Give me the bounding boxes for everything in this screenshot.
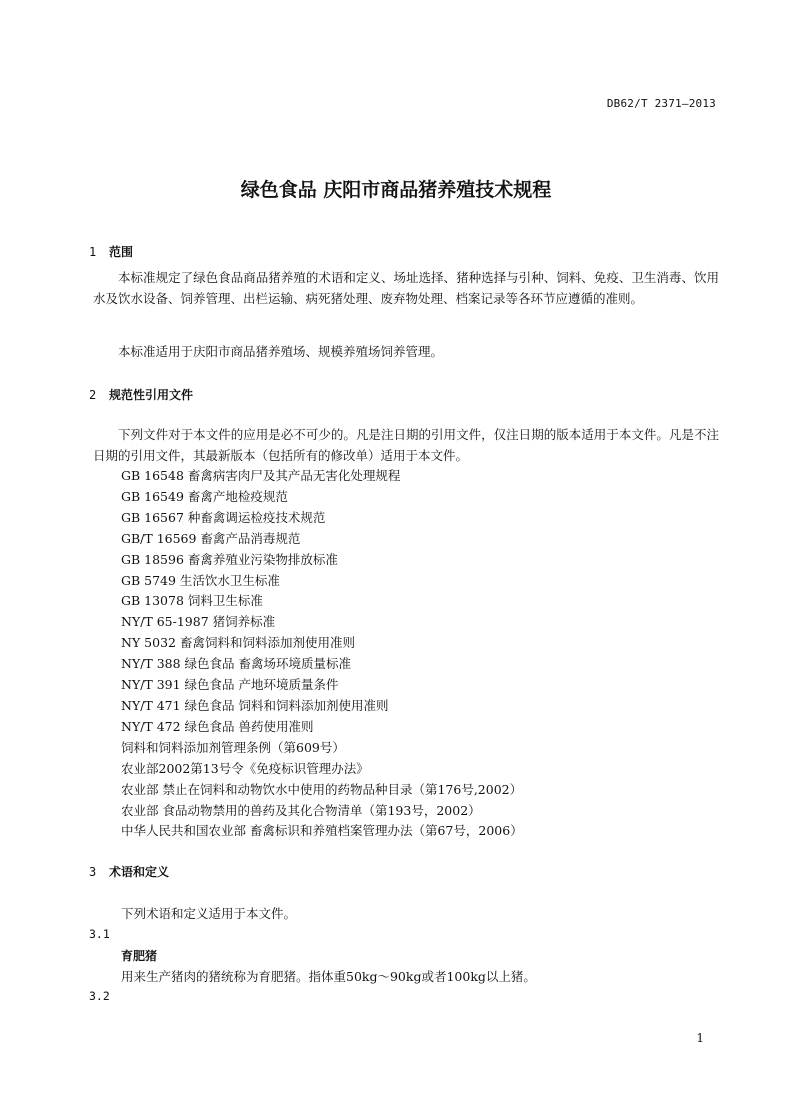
list-item: 中华人民共和国农业部 畜禽标识和养殖档案管理办法（第67号，2006）	[121, 823, 523, 839]
section-title: 范围	[109, 245, 134, 259]
normative-intro: 下列文件对于本文件的应用是必不可少的。凡是注日期的引用文件，仅注日期的版本适用于本文件。凡是不注日期的引用文件，其最新版本（包括所有的修改单）适用于本文件。	[93, 427, 719, 463]
list-item: 饲料和饲料添加剂管理条例（第609号）	[121, 739, 345, 755]
document-title: 绿色食品 庆阳市商品猪养殖技术规程	[240, 179, 552, 201]
list-item: GB/T 16569 畜禽产品消毒规范	[121, 530, 301, 546]
list-item: GB 18596 畜禽养殖业污染物排放标准	[121, 551, 338, 567]
page-number: 1	[696, 1031, 704, 1045]
list-item: GB 16548 畜禽病害肉尸及其产品无害化处理规程	[121, 468, 401, 483]
list-item: NY/T 391 绿色食品 产地环境质量条件	[121, 677, 339, 693]
scope-paragraph-2: 本标准适用于庆阳市商品猪养殖场、规模养殖场饲养管理。	[118, 344, 444, 359]
term-number: 3.1	[89, 927, 110, 941]
list-item: NY/T 471 绿色食品 饲料和饲料添加剂使用准则	[121, 697, 389, 713]
term-number: 3.2	[89, 989, 110, 1003]
list-item: 农业部 禁止在饲料和动物饮水中使用的药物品种目录（第176号,2002）	[121, 781, 523, 797]
section-number: 3	[89, 865, 97, 879]
terms-intro: 下列术语和定义适用于本文件。	[121, 906, 297, 921]
list-item: GB 5749 生活饮水卫生标准	[121, 572, 280, 588]
list-item: GB 16549 畜禽产地检疫规范	[121, 488, 288, 504]
section-number: 2	[89, 388, 97, 402]
standard-code: DB62/T 2371—2013	[606, 97, 716, 110]
term-definition: 用来生产猪肉的猪统称为育肥猪。指体重50kg～90kg或者100kg以上猪。	[121, 969, 536, 984]
section-heading-terms	[89, 863, 169, 880]
term-name: 育肥猪	[121, 949, 158, 963]
list-item: NY/T 472 绿色食品 兽药使用准则	[121, 718, 314, 734]
section-title: 规范性引用文件	[109, 388, 194, 402]
list-item: NY/T 388 绿色食品 畜禽场环境质量标准	[121, 656, 352, 672]
section-number: 1	[89, 245, 97, 259]
section-heading-normative	[89, 386, 193, 403]
list-item: NY 5032 畜禽饲料和饲料添加剂使用准则	[121, 635, 355, 651]
list-item: 农业部 食品动物禁用的兽药及其化合物清单（第193号，2002）	[121, 802, 481, 818]
reference-list	[121, 466, 523, 842]
list-item: GB 16567 种畜禽调运检疫技术规范	[121, 509, 326, 525]
list-item: NY/T 65-1987 猪饲养标准	[121, 614, 276, 630]
section-title: 术语和定义	[109, 865, 170, 879]
list-item: 农业部2002第13号令《免疫标识管理办法》	[121, 760, 369, 776]
section-heading-scope	[89, 243, 133, 260]
list-item: GB 13078 饲料卫生标准	[121, 593, 263, 609]
scope-paragraph-1: 本标准规定了绿色食品商品猪养殖的术语和定义、场址选择、猪种选择与引种、饲料、免疫、卫生消毒、饮用水及饮水设备、饲养管理、出栏运输、病死猪处理、废弃物处理、档案记录等各环节应遵循的准则。	[93, 270, 719, 306]
